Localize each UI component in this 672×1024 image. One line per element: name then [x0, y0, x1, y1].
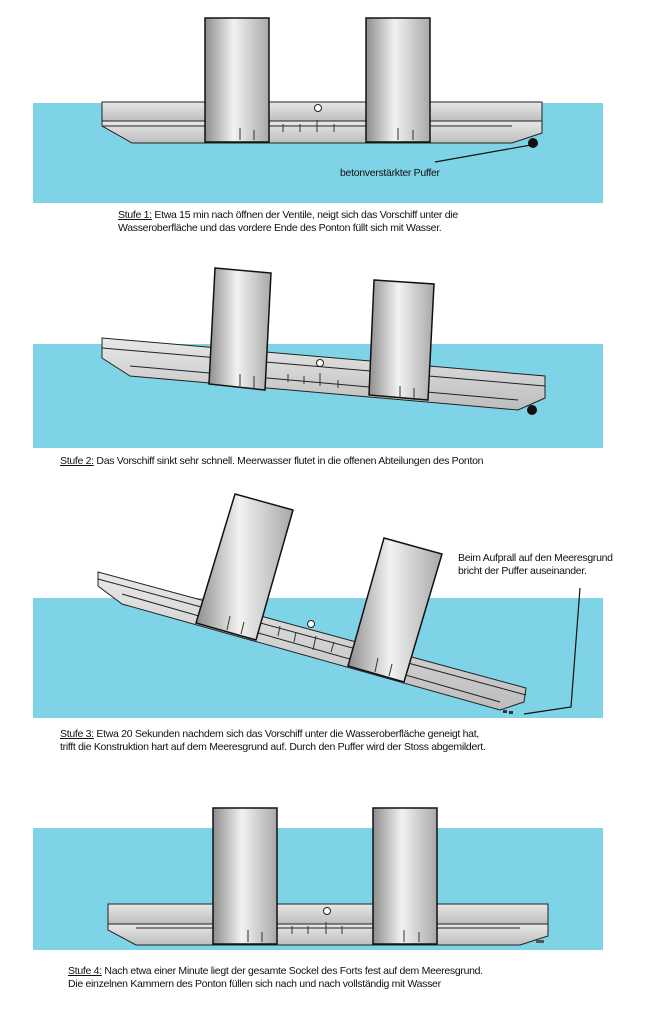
stage-1-text-1: Etwa 15 min nach öffnen der Ventile, neigt sich das Vorschiff unter die — [154, 209, 458, 221]
stage-2-text-1: Das Vorschiff sinkt sehr schnell. Meerwasser flutet in die offenen Abteilungen des Ponton — [96, 455, 484, 467]
impact-note-line-2: bricht der Puffer auseinander. — [458, 565, 587, 577]
impact-note — [458, 552, 613, 578]
stage-2-diagram — [0, 240, 672, 480]
valve-icon — [315, 105, 322, 112]
stage-1-caption — [118, 209, 458, 235]
valve-icon — [308, 621, 315, 628]
valve-icon — [324, 908, 331, 915]
stage-4-text-1: Nach etwa einer Minute liegt der gesamte Sockel des Forts fest auf dem Meeresgrund. — [104, 965, 483, 977]
stage-4-caption — [68, 965, 483, 991]
stage-4-text-2: Die einzelnen Kammern des Ponton füllen sich nach und nach vollständig mit Wasser — [68, 978, 441, 990]
stage-3-label: Stufe 3: — [60, 728, 94, 740]
stage-1-text-2: Wasseroberfläche und das vordere Ende des Ponton füllt sich mit Wasser. — [118, 222, 442, 234]
stage-3-text-1: Etwa 20 Sekunden nachdem sich das Vorschiff unter die Wasseroberfläche geneigt hat, — [96, 728, 479, 740]
tower-right — [369, 280, 434, 400]
buffer-icon — [528, 138, 538, 148]
stage-2-panel — [0, 240, 672, 480]
stage-1-panel — [0, 0, 672, 240]
tower-left — [205, 18, 269, 142]
stage-2-caption — [60, 455, 483, 468]
valve-icon — [317, 360, 324, 367]
tower-right — [366, 18, 430, 142]
tower-left — [209, 268, 271, 390]
stage-3-panel — [0, 480, 672, 780]
pontoon — [102, 102, 542, 143]
stage-1-label: Stufe 1: — [118, 209, 152, 221]
buffer-icon — [527, 405, 537, 415]
stage-3-text-2: trifft die Konstruktion hart auf dem Meeresgrund auf. Durch den Puffer wird der Stoss abgemildert. — [60, 741, 486, 753]
stage-2-label: Stufe 2: — [60, 455, 94, 467]
stage-1-diagram — [0, 0, 672, 240]
stage-3-caption — [60, 728, 485, 754]
impact-note-line-1: Beim Aufprall auf den Meeresgrund — [458, 552, 613, 564]
tower-left — [213, 808, 277, 944]
broken-buffer-icon — [536, 940, 544, 943]
buffer-label: betonverstärkter Puffer — [340, 167, 440, 179]
stage-4-panel — [0, 780, 672, 1024]
tower-right — [373, 808, 437, 944]
stage-4-label: Stufe 4: — [68, 965, 102, 977]
